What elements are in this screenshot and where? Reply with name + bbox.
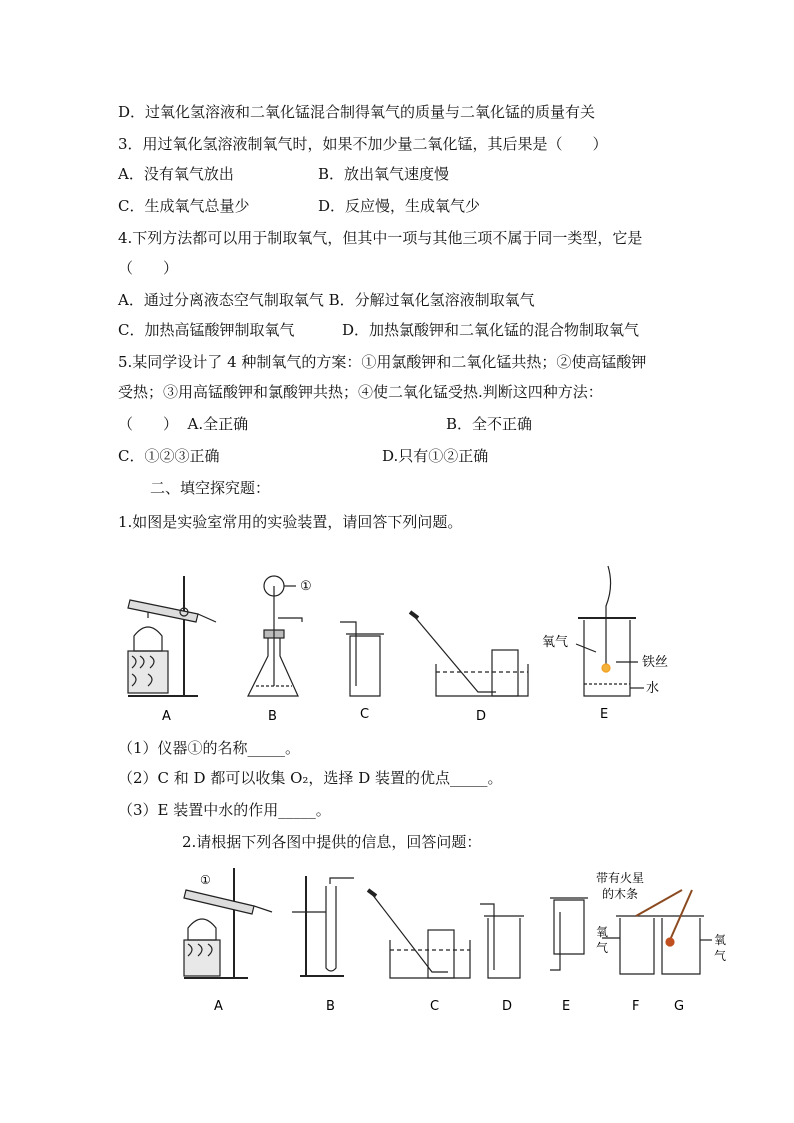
fig2-oxy-g2: 气 [714,949,727,963]
apparatus2-e [550,898,588,970]
fig2-splint-line2: 的木条 [602,887,639,901]
p2-stem: 2.请根据下列各图中提供的信息，回答问题： [182,833,482,851]
p1-q3: （3）E 装置中水的作用_____。 [118,801,331,819]
p1-q1: （1）仪器①的名称_____。 [118,739,301,757]
fig1-label-c: C [360,707,370,722]
apparatus2-f [602,890,682,974]
fig2-label-g: G [674,999,685,1014]
q5-stem-line2: 受热；③用高锰酸钾和氯酸钾共热；④使二氧化锰受热.判断这四种方法： [118,383,603,401]
q4-blank: （ ） [118,259,179,277]
fig2-label-a: A [214,999,223,1014]
fig1-label-b: B [268,709,277,724]
q5-option-a: （ ） A.全正确 [118,415,249,433]
fig1-water-label: 水 [646,681,660,696]
fig1-wire-label: 铁丝 [642,655,669,670]
fig2-label-b: B [326,999,335,1014]
apparatus2-c [368,890,470,978]
q4-options-ab: A．通过分离液态空气制取氧气 B．分解过氧化氢溶液制取氧气 [118,291,535,309]
fig1-label-d: D [476,709,487,724]
q3-stem: 3．用过氧化氢溶液制氧气时，如果不加少量二氧化锰，其后果是（ ） [118,135,608,153]
apparatus2-g [658,890,712,974]
fig2-label-e: E [562,999,571,1014]
fig2-label-d: D [502,999,513,1014]
section-heading: 二、填空探究题： [150,479,271,497]
q4-option-d: D．加热氯酸钾和二氧化锰的混合物制取氧气 [342,321,640,339]
fig2-marker: ① [200,873,211,887]
apparatus-d [410,612,528,696]
fig1-oxygen-label: 氧气 [542,635,569,650]
q5-option-c: C．①②③正确 [118,447,220,465]
q3-option-b: B．放出氧气速度慢 [318,165,450,183]
apparatus-b [248,576,302,696]
fig1-label-a: A [162,709,171,724]
apparatus-a [128,576,216,696]
q3-option-d: D．反应慢，生成氧气少 [318,197,481,215]
q3-option-a: A．没有氧气放出 [118,165,234,183]
q5-option-b: B．全不正确 [446,415,533,433]
fig2-oxy-f2: 气 [596,941,609,955]
apparatus-e [576,566,644,696]
figure1-apparatus [118,556,678,726]
p1-stem: 1.如图是实验室常用的实验装置，请回答下列问题。 [118,513,463,531]
fig2-oxy-f1: 氧 [596,925,609,939]
q5-option-d: D.只有①②正确 [382,447,489,465]
apparatus-c [340,622,384,696]
fig2-splint-line1: 带有火星 [596,871,645,885]
q2-option-d: D．过氧化氢溶液和二氧化锰混合制得氧气的质量与二氧化锰的质量有关 [118,103,596,121]
fig2-oxy-g1: 氧 [714,933,727,947]
fig2-label-f: F [632,999,640,1014]
q4-option-c: C．加热高锰酸钾制取氧气 [118,321,295,339]
fig1-marker: ① [300,578,312,593]
apparatus2-d [480,904,524,978]
fig1-label-e: E [600,707,609,722]
apparatus2-b [292,876,354,976]
figure2-apparatus [176,860,736,1020]
p1-q2: （2）C 和 D 都可以收集 O₂，选择 D 装置的优点_____。 [118,769,503,787]
apparatus2-a [184,868,272,978]
q4-stem: 4.下列方法都可以用于制取氧气，但其中一项与其他三项不属于同一类型，它是 [118,229,643,247]
q5-stem-line1: 5.某同学设计了 4 种制氧气的方案：①用氯酸钾和二氧化锰共热；②使高锰酸钾 [118,353,647,371]
fig2-label-c: C [430,999,440,1014]
q3-option-c: C．生成氧气总量少 [118,197,250,215]
